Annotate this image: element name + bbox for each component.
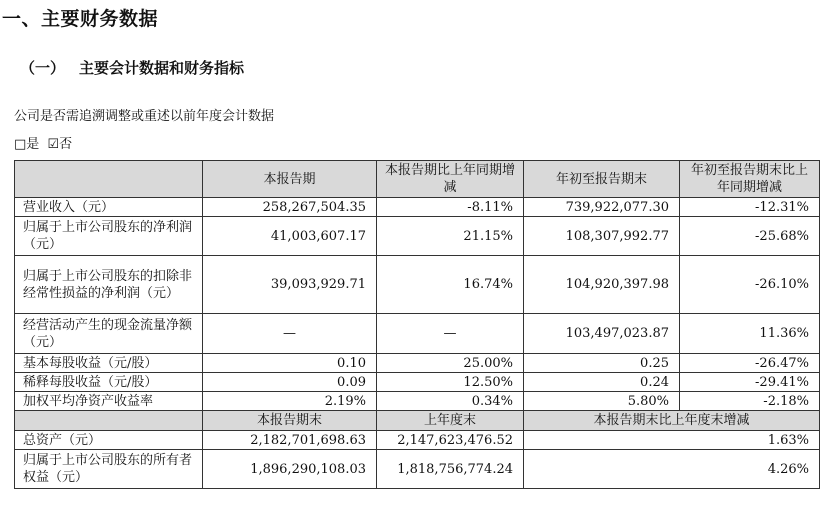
- cell-ytd: 5.80%: [524, 392, 680, 411]
- table-row: [15, 198, 820, 217]
- cell-ytd: 739,922,077.30: [524, 198, 680, 217]
- table-row: [15, 431, 820, 450]
- cell-ytd: 103,497,023.87: [524, 314, 680, 354]
- restatement-options: [14, 133, 76, 152]
- table-row: [15, 450, 820, 489]
- cell-current: 39,093,929.71: [203, 256, 377, 314]
- cell-ytd-yoy: 11.36%: [680, 314, 820, 354]
- header-last-year-end: 上年度末: [377, 411, 524, 431]
- row-label: 营业收入（元）: [15, 198, 203, 217]
- cell-ytd-yoy: -26.10%: [680, 256, 820, 314]
- cell-last-year-end: 2,147,623,476.52: [377, 431, 524, 450]
- row-label: 经营活动产生的现金流量净额（元）: [15, 314, 203, 354]
- header-ytd: 年初至报告期末: [524, 161, 680, 198]
- financial-data-table: [14, 160, 820, 489]
- cell-ytd-yoy: -29.41%: [680, 373, 820, 392]
- cell-current: 258,267,504.35: [203, 198, 377, 217]
- cell-last-year-end: 1,818,756,774.24: [377, 450, 524, 489]
- table-row: [15, 256, 820, 314]
- cell-ytd: 0.25: [524, 354, 680, 373]
- subsection-marker: （一）: [20, 59, 66, 77]
- row-label: 加权平均净资产收益率: [15, 392, 203, 411]
- row-label: 总资产（元）: [15, 431, 203, 450]
- table-row: [15, 217, 820, 256]
- subsection-title: 主要会计数据和财务指标: [79, 59, 245, 77]
- cell-current: 0.09: [203, 373, 377, 392]
- cell-yoy: 25.00%: [377, 354, 524, 373]
- cell-yoy: 12.50%: [377, 373, 524, 392]
- cell-current: 0.10: [203, 354, 377, 373]
- cell-ytd: 108,307,992.77: [524, 217, 680, 256]
- cell-current: 41,003,607.17: [203, 217, 377, 256]
- cell-ytd: 0.24: [524, 373, 680, 392]
- option-yes-checkbox[interactable]: □是: [14, 137, 40, 152]
- header-period-end: 本报告期末: [203, 411, 377, 431]
- header2-blank: [15, 411, 203, 431]
- table-row: [15, 373, 820, 392]
- cell-period-end: 1,896,290,108.03: [203, 450, 377, 489]
- cell-yoy: 21.15%: [377, 217, 524, 256]
- table-header-row: [15, 161, 820, 198]
- cell-period-end: 2,182,701,698.63: [203, 431, 377, 450]
- cell-ytd-yoy: -25.68%: [680, 217, 820, 256]
- cell-change: 1.63%: [524, 431, 820, 450]
- cell-yoy: 16.74%: [377, 256, 524, 314]
- option-no-checkbox[interactable]: ☑否: [47, 137, 73, 152]
- cell-current: 2.19%: [203, 392, 377, 411]
- cell-yoy: -8.11%: [377, 198, 524, 217]
- cell-yoy: —: [377, 314, 524, 354]
- row-label: 基本每股收益（元/股）: [15, 354, 203, 373]
- cell-current: —: [203, 314, 377, 354]
- table-row: [15, 392, 820, 411]
- row-label: 归属于上市公司股东的所有者权益（元）: [15, 450, 203, 489]
- restatement-question: 公司是否需追溯调整或重述以前年度会计数据: [14, 109, 275, 124]
- header-ytd-yoy-change: 年初至报告期末比上年同期增减: [680, 161, 820, 198]
- row-label: 稀释每股收益（元/股）: [15, 373, 203, 392]
- cell-ytd-yoy: -26.47%: [680, 354, 820, 373]
- header-yoy-change: 本报告期比上年同期增减: [377, 161, 524, 198]
- row-label: 归属于上市公司股东的扣除非经常性损益的净利润（元）: [15, 256, 203, 314]
- row-label: 归属于上市公司股东的净利润（元）: [15, 217, 203, 256]
- table-row: [15, 354, 820, 373]
- section-heading: 一、主要财务数据: [2, 8, 159, 30]
- subsection-heading: [20, 57, 244, 78]
- header-blank: [15, 161, 203, 198]
- cell-ytd: 104,920,397.98: [524, 256, 680, 314]
- table-header-row-2: [15, 411, 820, 431]
- header-change: 本报告期末比上年度末增减: [524, 411, 820, 431]
- cell-change: 4.26%: [524, 450, 820, 489]
- cell-ytd-yoy: -2.18%: [680, 392, 820, 411]
- header-current-period: 本报告期: [203, 161, 377, 198]
- cell-yoy: 0.34%: [377, 392, 524, 411]
- table-row: [15, 314, 820, 354]
- cell-ytd-yoy: -12.31%: [680, 198, 820, 217]
